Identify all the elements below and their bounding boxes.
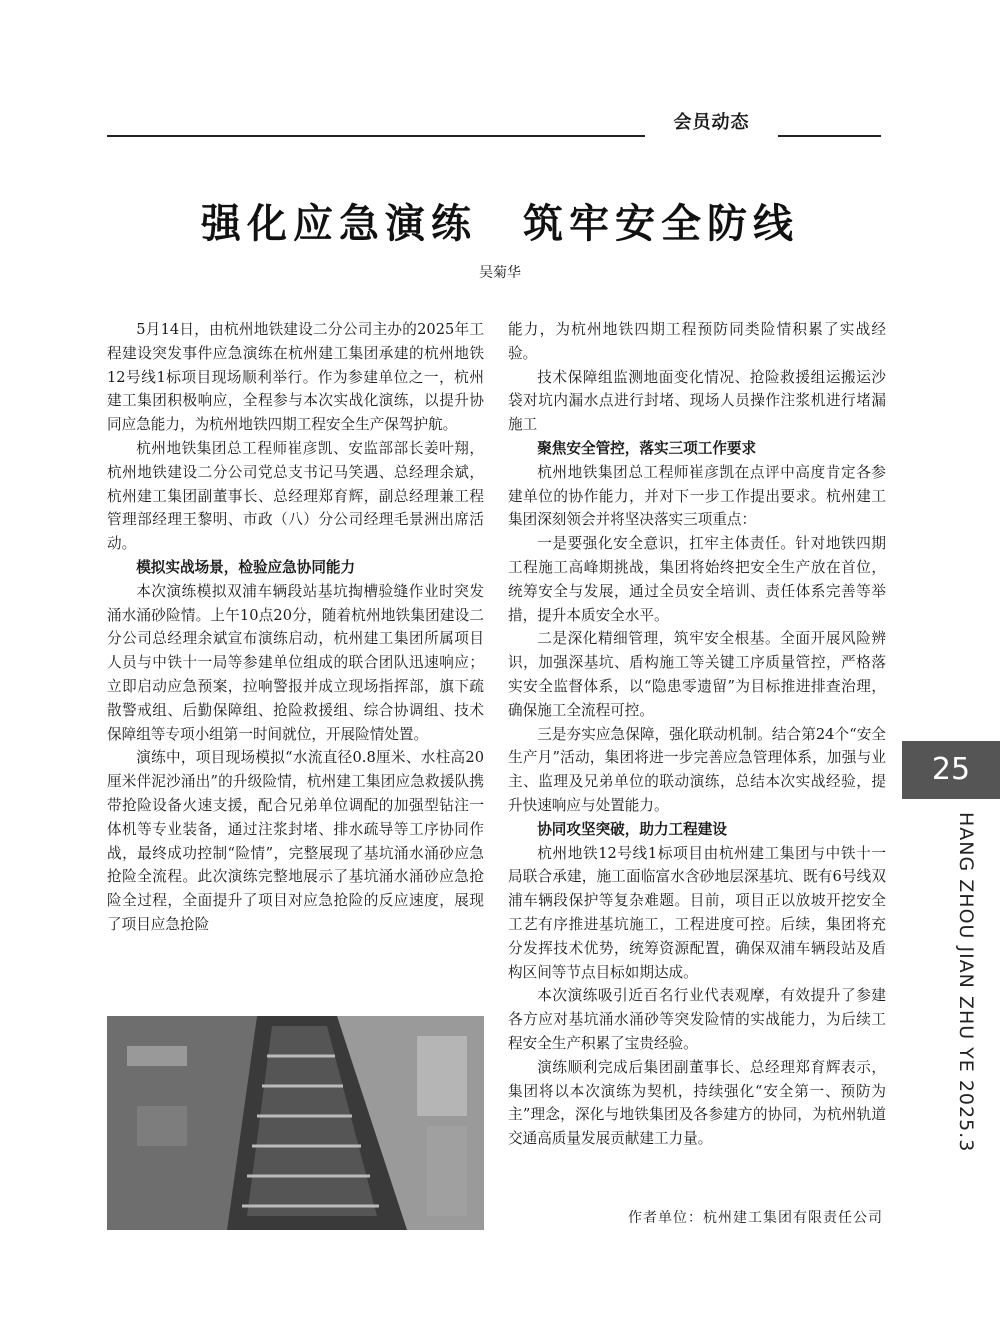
header-rule-left [107, 135, 645, 137]
paragraph: 二是深化精细管理，筑牢安全根基。全面开展风险辨识，加强深基坑、盾构施工等关键工序质量管控，严格落实安全监督体系，以“隐患零遗留”为目标推进排查治理，确保施工全流程可控。 [508, 630, 886, 719]
paragraph: 杭州地铁集团总工程师崔彦凯在点评中高度肯定各参建单位的协作能力，并对下一步工作提出要求。杭州建工集团深刻领会并将坚决落实三项重点： [508, 463, 886, 529]
right-column [508, 318, 886, 1151]
article-title: 强化应急演练 筑牢安全防线 [201, 201, 799, 247]
section-label: 会员动态 [673, 112, 750, 133]
paragraph: 本次演练模拟双浦车辆段站基坑掏槽验缝作业时突发涌水涌砂险情。上午10点20分，随着杭州地铁集团建设二分公司总经理余斌宣布演练启动，杭州建工集团所属项目人员与中铁十一局等参建单位组成的联合团队迅速响应；立即启动应急预案，拉响警报并成立现场指挥部，旗下疏散警戒组、后勤保障组、抢险救援组、综合协调组、技术保障组等专项小组第一时间就位，开展险情处置。 [107, 582, 484, 743]
construction-site-photo [107, 1016, 484, 1230]
paragraph: 三是夯实应急保障，强化联动机制。结合第24个“安全生产月”活动，集团将进一步完善应急管理体系，加强与业主、监理及兄弟单位的联动演练，总结本次实战经验，提升快速响应与处置能力。 [508, 725, 886, 814]
paragraph: 本次演练吸引近百名行业代表观摩，有效提升了参建各方应对基坑涌水涌砂等突发险情的实战能力，为后续工程安全生产积累了宝贵经验。 [508, 987, 886, 1052]
paragraph: 能力，为杭州地铁四期工程预防同类险情积累了实战经验。 [508, 321, 886, 362]
journal-name: HANG ZHOU JIAN ZHU YE 2025.3 [955, 812, 977, 1153]
photo-caption: 技术保障组监测地面变化情况、抢险救援组运搬运沙袋对坑内漏水点进行封堵、现场人员操作注浆机进行堵漏施工 [508, 368, 886, 434]
paragraph: 杭州地铁12号线1标项目由杭州建工集团与中铁十一局联合承建，施工面临富水含砂地层深基坑、既有6号线双浦车辆段保护等复杂难题。目前，项目正以放坡开挖安全工艺有序推进基坑施工，工程进度可控。后续，集团将充分发挥技术优势，统筹资源配置，确保双浦车辆段站及盾构区间等节点目标如期达成。 [508, 844, 886, 981]
paragraph: 一是要强化安全意识，扛牢主体责任。针对地铁四期工程施工高峰期挑战，集团将始终把安全生产放在首位，统筹安全与发展，通过全员安全培训、责任体系完善等举措，提升本质安全水平。 [508, 535, 886, 624]
author-affiliation: 作者单位：杭州建工集团有限责任公司 [628, 1210, 883, 1226]
paragraph: 演练顺利完成后集团副董事长、总经理郑育辉表示，集团将以本次演练为契机，持续强化“安全第一、预防为主”理念，深化与地铁集团及各参建方的协同，为杭州轨道交通高质量发展贡献建工力量。 [508, 1058, 886, 1148]
paragraph: 杭州地铁集团总工程师崔彦凯、安监部部长姜叶翔，杭州地铁建设二分公司党总支书记马笑遇、总经理余斌，杭州建工集团副董事长、总经理郑育辉，副总经理兼工程管理部经理王黎明、市政（八）分公司经理毛景洲出席活动。 [107, 439, 484, 553]
subheading: 协同攻坚突破，助力工程建设 [537, 820, 727, 838]
paragraph: 演练中，项目现场模拟“水流直径0.8厘米、水柱高20厘米伴泥沙涌出”的升级险情，杭州建工集团应急救援队携带抢险设备火速支援，配合兄弟单位调配的加强型钻注一体机等专业装备，通过注浆封堵、排水疏导等工序协同作战，最终成功控制“险情”，完整展现了基坑涌水涌砂应急抢险全流程。此次演练完整地展示了基坑涌水涌砂应急抢险全过程，全面提升了项目对应急抢险的反应速度，展现了项目应急抢险 [107, 749, 484, 933]
page-number-box [902, 741, 1000, 799]
page-number: 25 [931, 752, 971, 787]
paragraph: 5月14日，由杭州地铁建设二分公司主办的2025年工程建设突发事件应急演练在杭州建工集团承建的杭州地铁12号线1标项目现场顺利举行。作为参建单位之一，杭州建工集团积极响应，全程参与本次实战化演练，以提升协同应急能力，为杭州地铁四期工程安全生产保驾护航。 [107, 321, 484, 434]
left-column [107, 318, 484, 937]
article-author: 吴菊华 [479, 265, 521, 281]
subheading: 模拟实战场景，检验应急协同能力 [136, 558, 356, 576]
subheading: 聚焦安全管控，落实三项工作要求 [537, 439, 757, 457]
header-rule-right [778, 135, 881, 137]
